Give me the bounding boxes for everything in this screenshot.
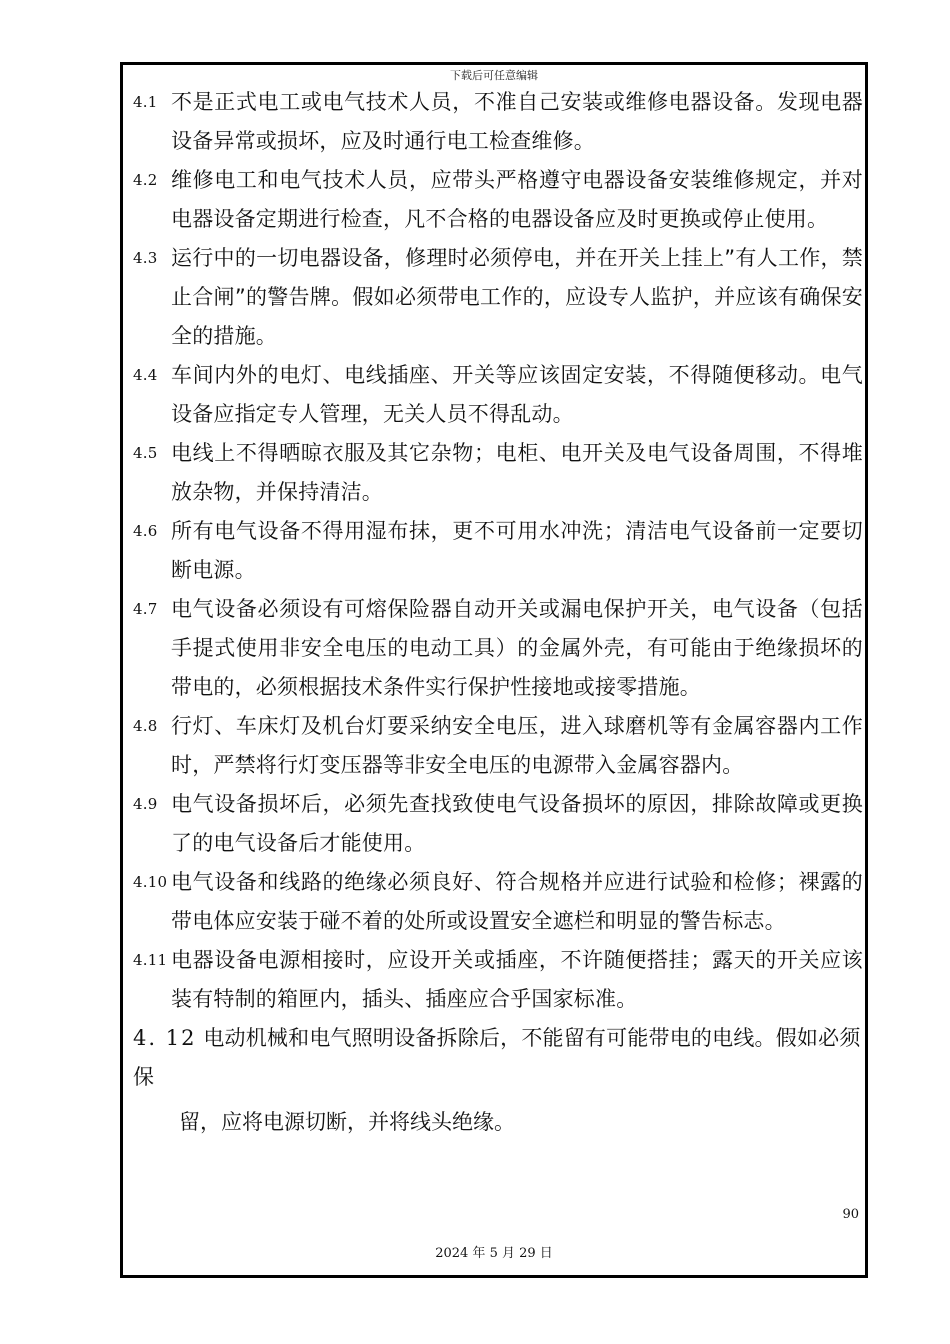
clause-number: 4.10 <box>133 873 168 891</box>
clause-number: 4.7 <box>133 600 158 618</box>
clause-4-1 <box>133 83 863 161</box>
clause-number: 4.4 <box>133 366 158 384</box>
clause-text: 所有电气设备不得用湿布抹，更不可用水冲洗；清洁电气设备前一定要切断电源。 <box>171 519 863 582</box>
clause-4-5 <box>133 434 863 512</box>
clause-text: 行灯、车床灯及机台灯要采纳安全电压，进入球磨机等有金属容器内工作时，严禁将行灯变压器等非安全电压的电源带入金属容器内。 <box>171 714 863 777</box>
clause-text: 运行中的一切电器设备，修理时必须停电，并在开关上挂上”有人工作，禁止合闸”的警告牌。假如必须带电工作的，应设专人监护，并应该有确保安全的措施。 <box>171 246 863 348</box>
clause-list <box>133 83 863 1142</box>
clause-number: 4.8 <box>133 717 158 735</box>
clause-4-12-continuation: 留，应将电源切断，并将线头绝缘。 <box>179 1110 515 1134</box>
clause-number: 4.2 <box>133 171 158 189</box>
clause-number: 4.1 <box>133 93 158 111</box>
clause-text: 电线上不得晒晾衣服及其它杂物；电柜、电开关及电气设备周围，不得堆放杂物，并保持清洁。 <box>171 441 863 504</box>
clause-text: 电动机械和电气照明设备拆除后，不能留有可能带电的电线。假如必须保 <box>133 1026 861 1089</box>
clause-number: 4. 12 <box>133 1026 197 1050</box>
clause-text: 车间内外的电灯、电线插座、开关等应该固定安装，不得随便移动。电气设备应指定专人管理，无关人员不得乱动。 <box>171 363 863 426</box>
clause-number: 4.5 <box>133 444 158 462</box>
clause-4-12 <box>133 1019 863 1097</box>
clause-number: 4.11 <box>133 951 168 969</box>
clause-text: 电器设备电源相接时，应设开关或插座，不许随便搭挂；露天的开关应该装有特制的箱匣内，插头、插座应合乎国家标准。 <box>171 948 863 1011</box>
page-number: 90 <box>842 1207 859 1222</box>
clause-text: 电气设备损坏后，必须先查找致使电气设备损坏的原因，排除故障或更换了的电气设备后才能使用。 <box>171 792 863 855</box>
clause-text: 电气设备和线路的绝缘必须良好、符合规格并应进行试验和检修；裸露的带电体应安装于碰不着的处所或设置安全遮栏和明显的警告标志。 <box>171 870 863 933</box>
clause-number: 4.3 <box>133 249 158 267</box>
clause-4-9 <box>133 785 863 863</box>
clause-4-7 <box>133 590 863 707</box>
clause-4-11 <box>133 941 863 1019</box>
clause-4-2 <box>133 161 863 239</box>
clause-4-4 <box>133 356 863 434</box>
clause-text: 不是正式电工或电气技术人员，不准自己安装或维修电器设备。发现电器设备异常或损坏，应及时通行电工检查维修。 <box>171 90 863 153</box>
page-frame <box>120 62 868 1278</box>
header-note: 下载后可任意编辑 <box>450 69 538 82</box>
clause-text: 电气设备必须设有可熔保险器自动开关或漏电保护开关，电气设备（包括手提式使用非安全电压的电动工具）的金属外壳，有可能由于绝缘损坏的带电的，必须根据技术条件实行保护性接地或接零措施。 <box>171 597 863 699</box>
clause-4-3 <box>133 239 863 356</box>
footer-date: 2024 年 5 月 29 日 <box>435 1246 553 1261</box>
clause-number: 4.9 <box>133 795 158 813</box>
clause-4-10 <box>133 863 863 941</box>
clause-number: 4.6 <box>133 522 158 540</box>
clause-4-6 <box>133 512 863 590</box>
clause-4-8 <box>133 707 863 785</box>
clause-text: 维修电工和电气技术人员，应带头严格遵守电器设备安装维修规定，并对电器设备定期进行检查，凡不合格的电器设备应及时更换或停止使用。 <box>171 168 863 231</box>
